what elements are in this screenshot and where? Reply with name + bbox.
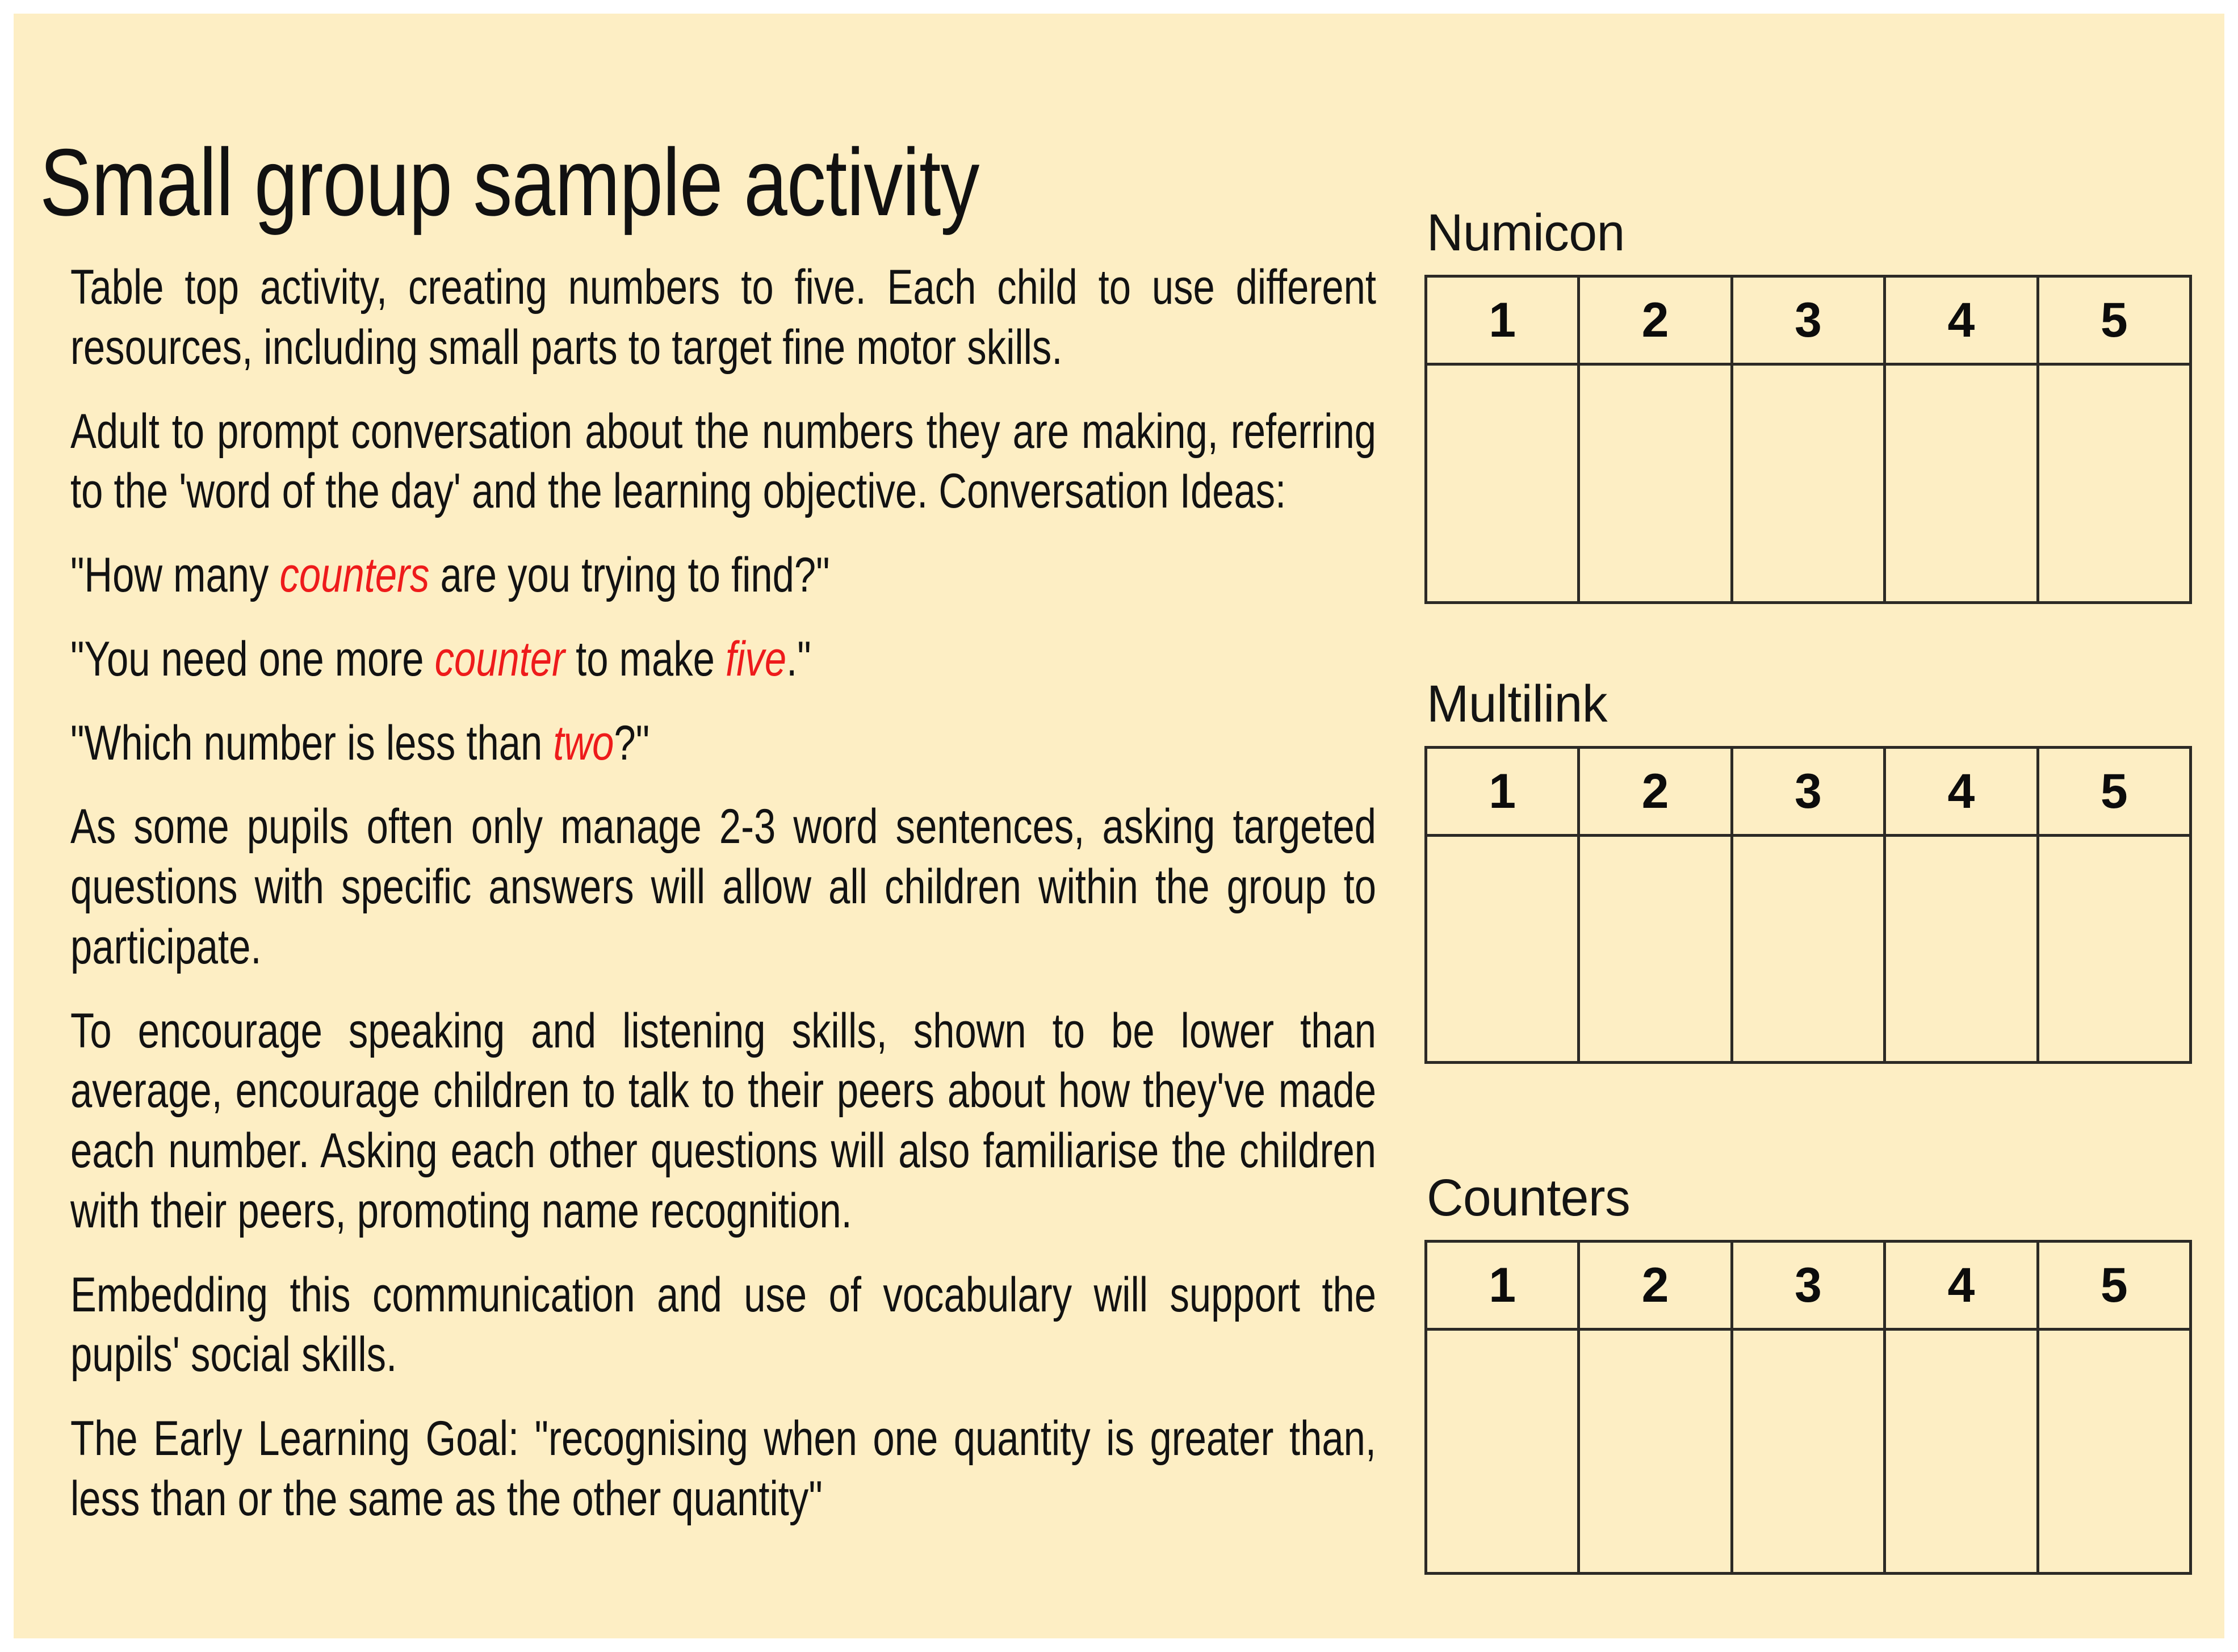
question-1-part-2: are you trying to find?" <box>429 548 830 603</box>
question-3-part-1: "Which number is less than <box>70 715 554 770</box>
resource-table-label-counters: Counters <box>1427 1169 1631 1227</box>
table-cell[interactable] <box>1885 836 2038 1063</box>
paragraph-targeted-questions: As some pupils often only manage 2-3 word sentences, asking targeted questions with specific answers will allow all children within the group to participate. <box>70 799 1376 974</box>
table-cell[interactable] <box>1732 1330 1884 1574</box>
resource-table-counters <box>1424 1169 2192 1575</box>
resource-table-numicon <box>1424 204 2192 604</box>
table-header-cell: 3 <box>1732 748 1884 836</box>
table-header-cell: 3 <box>1732 1242 1884 1330</box>
table-row <box>1426 1330 2191 1574</box>
counters-table <box>1424 1240 2192 1575</box>
slide-canvas <box>14 14 2224 1638</box>
table-header-cell: 4 <box>1885 276 2038 364</box>
table-cell[interactable] <box>1579 1330 1732 1574</box>
table-cell[interactable] <box>1732 364 1884 603</box>
paragraph-question-3 <box>70 714 1376 774</box>
table-row <box>1426 364 2191 603</box>
question-3-part-2: ?" <box>614 715 650 770</box>
table-header-cell: 5 <box>2038 276 2190 364</box>
table-cell[interactable] <box>1579 364 1732 603</box>
table-cell[interactable] <box>1426 1330 1579 1574</box>
table-header-cell: 5 <box>2038 1242 2190 1330</box>
table-header-row <box>1426 276 2191 364</box>
table-header-cell: 1 <box>1426 1242 1579 1330</box>
resource-table-label-numicon: Numicon <box>1427 204 1625 262</box>
table-header-cell: 4 <box>1885 1242 2038 1330</box>
multilink-table <box>1424 746 2192 1064</box>
question-2-highlight-five: five <box>726 631 787 686</box>
table-cell[interactable] <box>1885 364 2038 603</box>
table-cell[interactable] <box>1426 364 1579 603</box>
question-2-highlight-counter: counter <box>434 631 565 686</box>
paragraph-adult-prompt: Adult to prompt conversation about the numbers they are making, referring to the 'word of the day' and the learning objective. Conversation Ideas: <box>70 404 1376 519</box>
question-2-part-3: ." <box>786 631 811 686</box>
table-header-cell: 5 <box>2038 748 2190 836</box>
question-1-highlight-counters: counters <box>279 548 430 603</box>
resource-table-multilink <box>1424 675 2192 1064</box>
paragraph-speaking-listening: To encourage speaking and listening skills, shown to be lower than average, encourage children to talk to their peers about how they've made each number. Asking each other questions will also familiarise the children with their peers, promoting name recognition. <box>70 1003 1376 1238</box>
table-header-cell: 1 <box>1426 276 1579 364</box>
resource-table-label-multilink: Multilink <box>1427 675 1607 733</box>
question-1-part-1: "How many <box>70 548 280 603</box>
table-cell[interactable] <box>1732 836 1884 1063</box>
question-2-part-2: to make <box>565 631 726 686</box>
table-row <box>1426 836 2191 1063</box>
table-cell[interactable] <box>1579 836 1732 1063</box>
paragraph-question-2 <box>70 630 1376 690</box>
paragraph-intro: Table top activity, creating numbers to five. Each child to use different resources, including small parts to target fine motor skills. <box>70 260 1376 375</box>
page-title: Small group sample activity <box>40 128 979 236</box>
activity-description-column <box>70 258 1376 1620</box>
question-3-highlight-two: two <box>553 715 614 770</box>
paragraph-early-learning-goal: The Early Learning Goal: "recognising when one quantity is greater than, less than or the same as the other quantity" <box>70 1411 1376 1527</box>
table-cell[interactable] <box>2038 836 2190 1063</box>
table-header-row <box>1426 748 2191 836</box>
table-header-cell: 2 <box>1579 748 1732 836</box>
numicon-table <box>1424 275 2192 604</box>
question-2-part-1: "You need one more <box>70 631 435 686</box>
paragraph-question-1 <box>70 546 1376 606</box>
paragraph-embedding: Embedding this communication and use of vocabulary will support the pupils' social skills. <box>70 1267 1376 1382</box>
table-header-cell: 1 <box>1426 748 1579 836</box>
table-cell[interactable] <box>2038 364 2190 603</box>
table-cell[interactable] <box>2038 1330 2190 1574</box>
table-header-cell: 2 <box>1579 1242 1732 1330</box>
table-header-cell: 2 <box>1579 276 1732 364</box>
table-header-row <box>1426 1242 2191 1330</box>
table-header-cell: 3 <box>1732 276 1884 364</box>
table-cell[interactable] <box>1426 836 1579 1063</box>
table-header-cell: 4 <box>1885 748 2038 836</box>
table-cell[interactable] <box>1885 1330 2038 1574</box>
